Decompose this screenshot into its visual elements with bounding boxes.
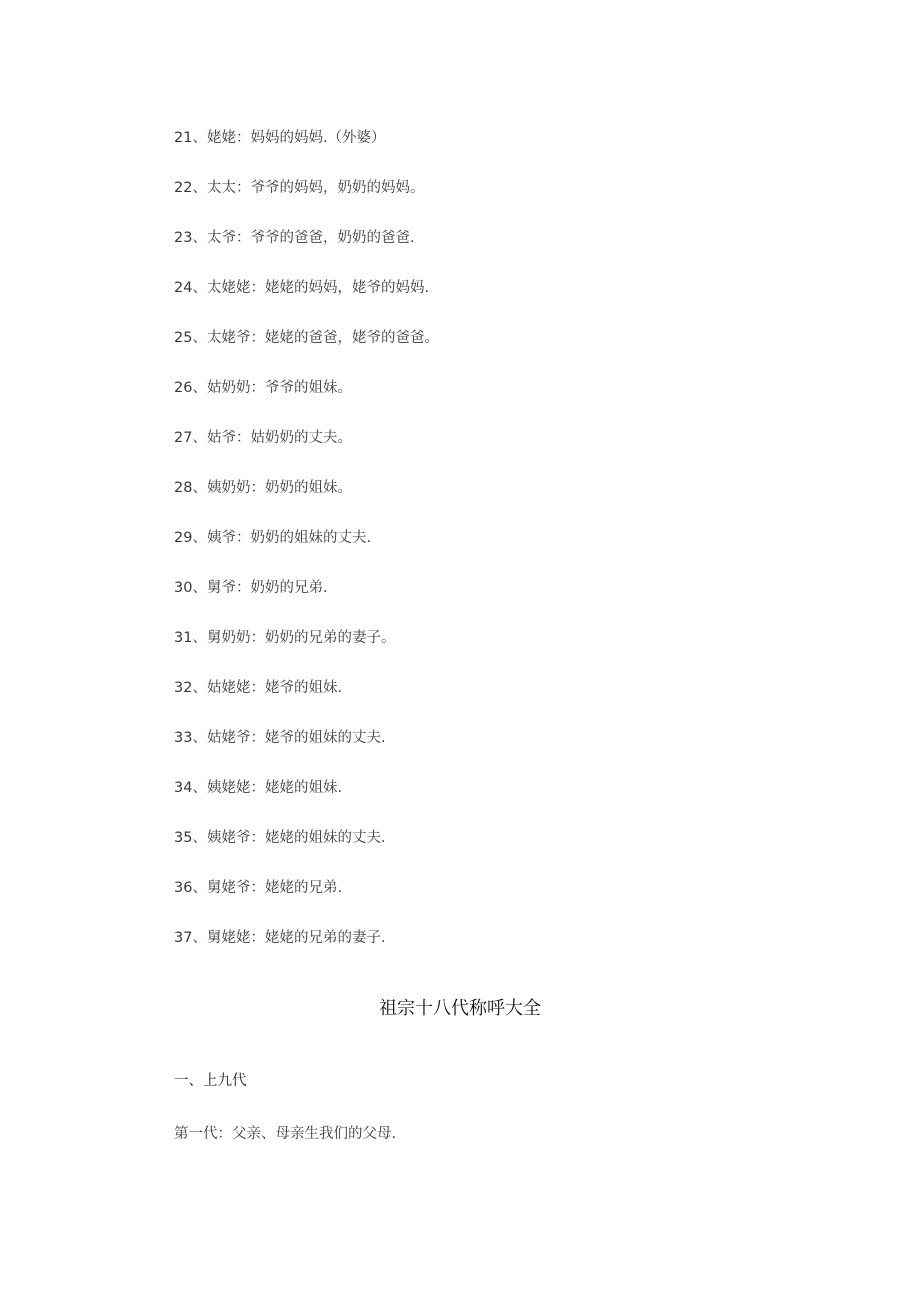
list-item: 23、太爷：爷爷的爸爸，奶奶的爸爸.	[174, 230, 415, 246]
list-item: 35、姨姥爷：姥姥的姐妹的丈夫.	[174, 830, 386, 846]
list-item: 31、舅奶奶：奶奶的兄弟的妻子。	[174, 630, 396, 646]
list-item: 34、姨姥姥：姥姥的姐妹.	[174, 780, 343, 796]
kinship-term-list	[174, 127, 774, 977]
list-item: 33、姑姥爷：姥爷的姐妹的丈夫.	[174, 730, 386, 746]
list-item: 37、舅姥姥：姥姥的兄弟的妻子.	[174, 930, 386, 946]
list-item: 29、姨爷：奶奶的姐妹的丈夫.	[174, 530, 372, 546]
section-heading: 一、上九代	[174, 1073, 247, 1089]
list-item: 21、姥姥：妈妈的妈妈.（外婆）	[174, 130, 386, 146]
list-item: 27、姑爷：姑奶奶的丈夫。	[174, 430, 352, 446]
list-item: 32、姑姥姥：姥爷的姐妹.	[174, 680, 343, 696]
list-item: 36、舅姥爷：姥姥的兄弟.	[174, 880, 343, 896]
list-item: 28、姨奶奶：奶奶的姐妹。	[174, 480, 352, 496]
list-item: 25、太姥爷：姥姥的爸爸，姥爷的爸爸。	[174, 330, 439, 346]
body-paragraph: 第一代：父亲、母亲生我们的父母.	[174, 1126, 397, 1142]
list-item: 24、太姥姥：姥姥的妈妈，姥爷的妈妈.	[174, 280, 430, 296]
document-title: 祖宗十八代称呼大全	[379, 998, 541, 1019]
list-item: 30、舅爷：奶奶的兄弟.	[174, 580, 328, 596]
list-item: 22、太太：爷爷的妈妈，奶奶的妈妈。	[174, 180, 425, 196]
list-item: 26、姑奶奶：爷爷的姐妹。	[174, 380, 352, 396]
